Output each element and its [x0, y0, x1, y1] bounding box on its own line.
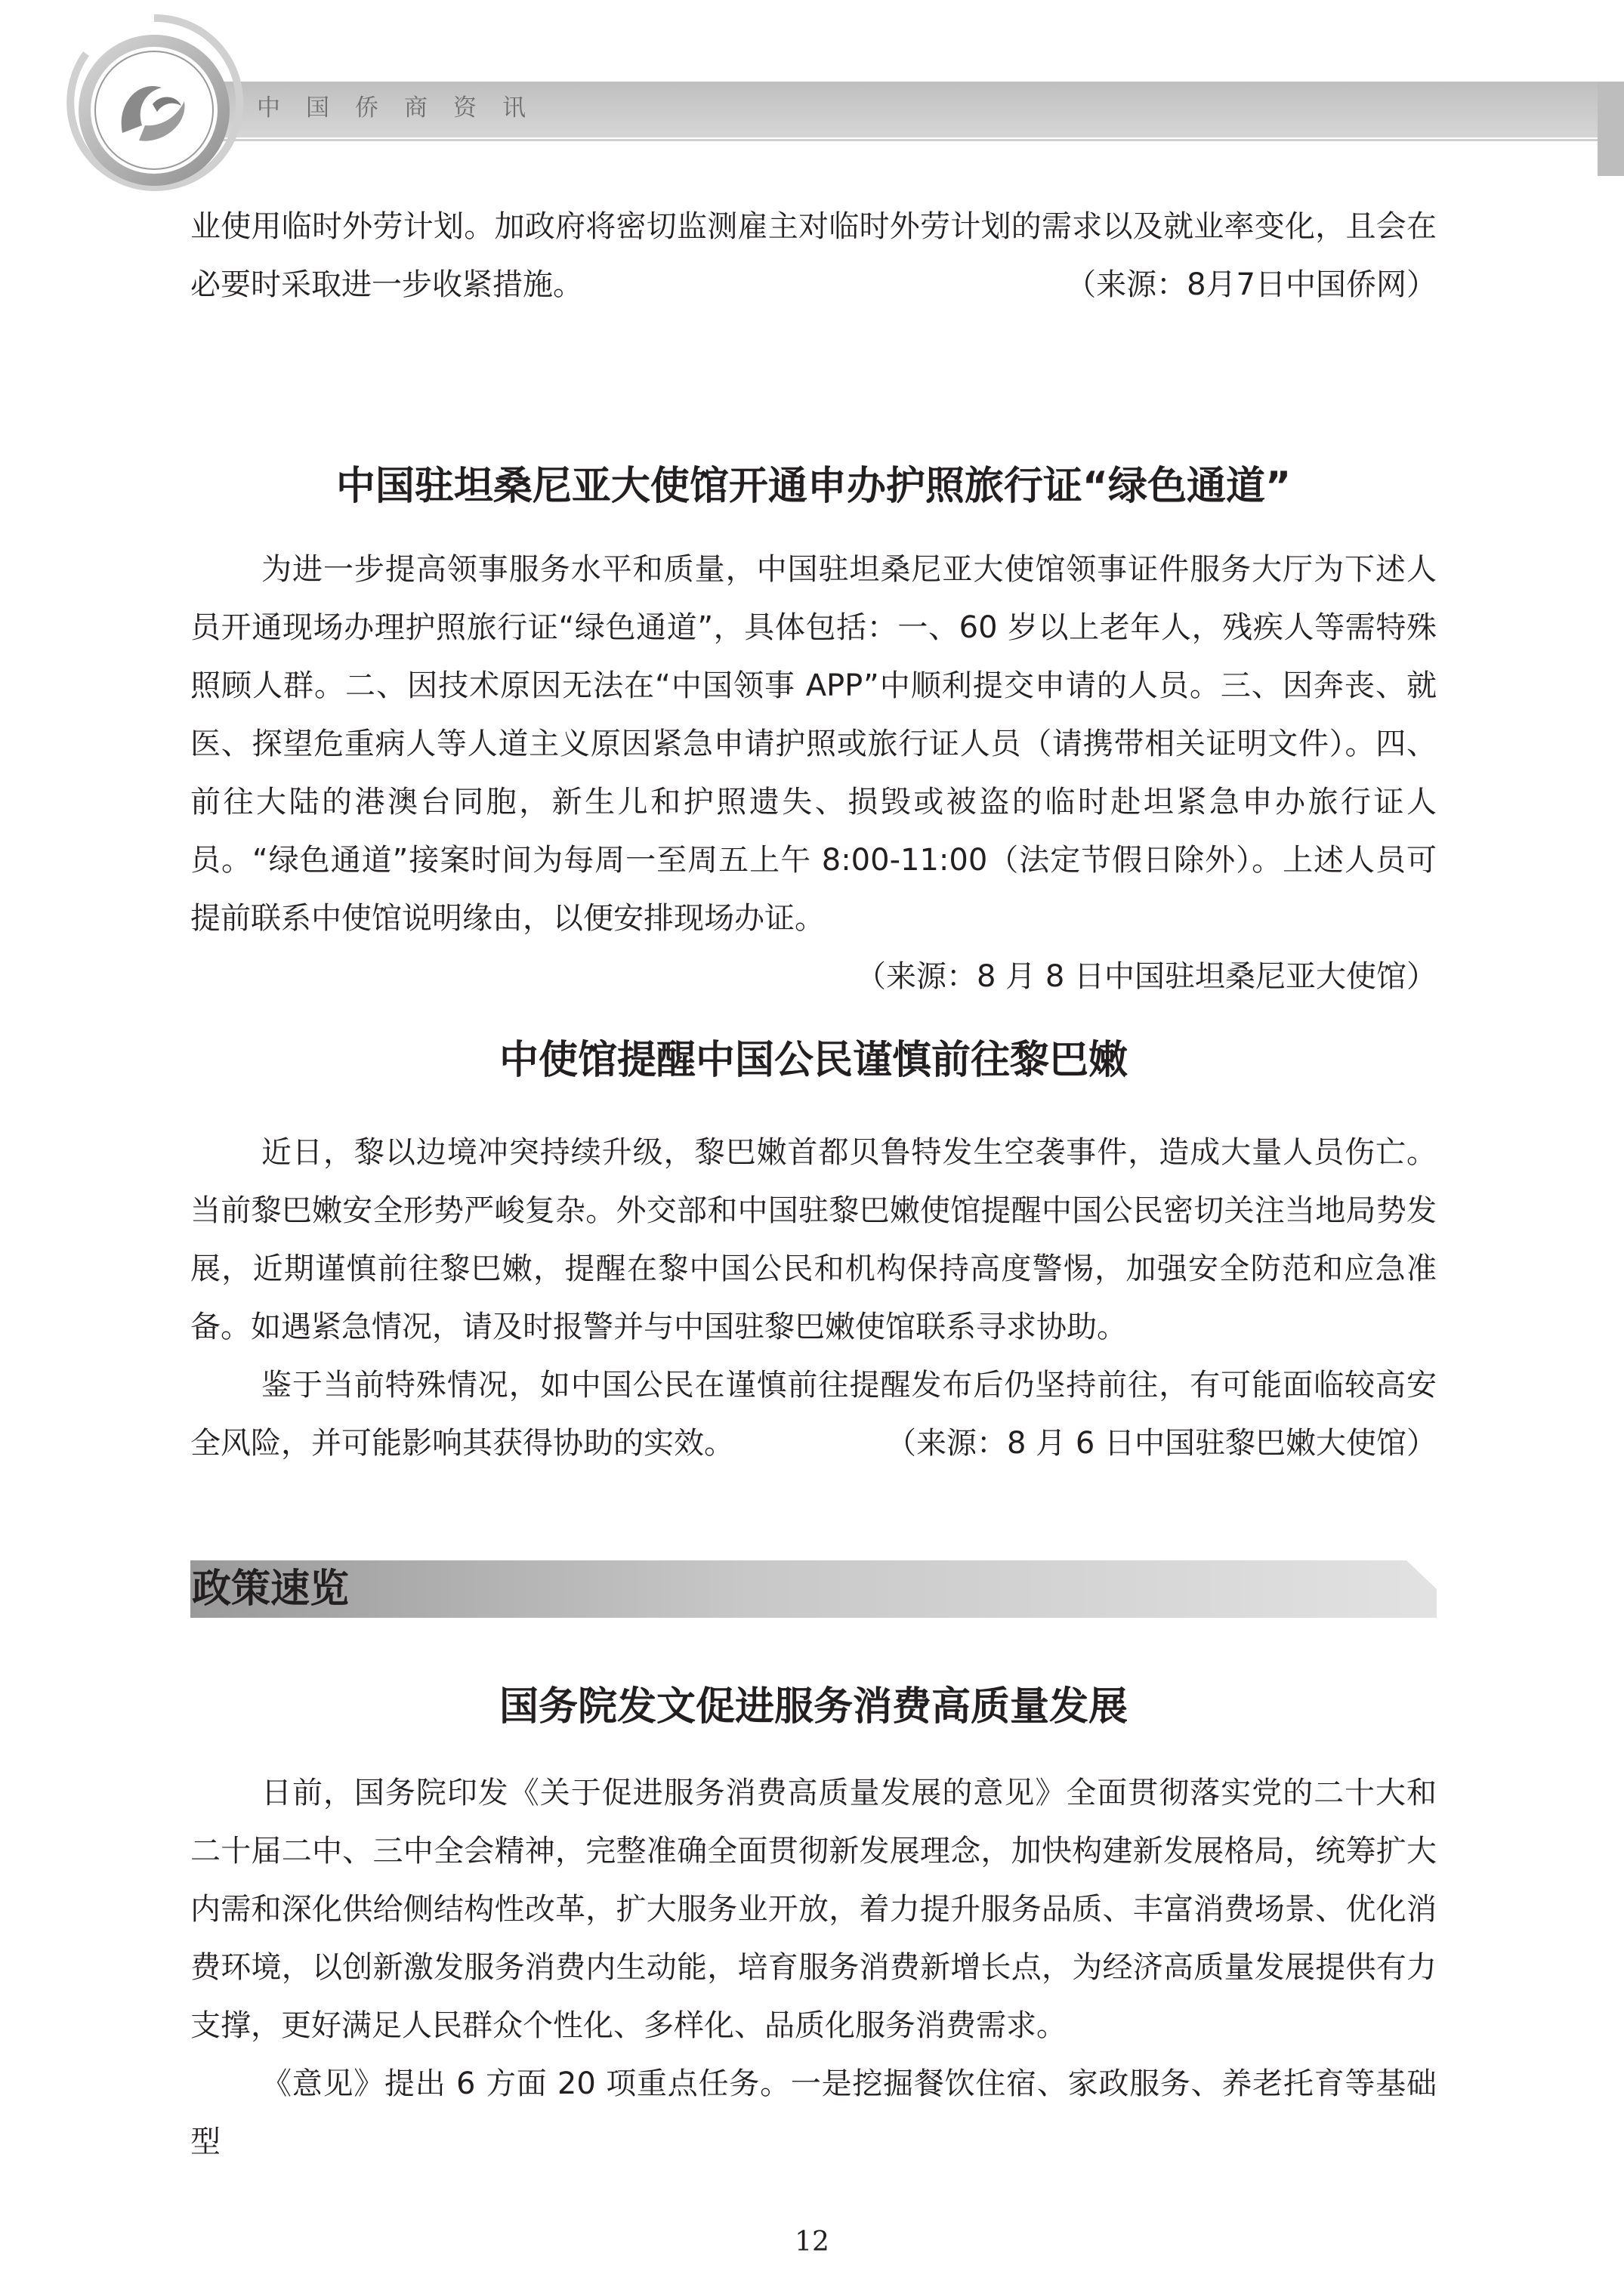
tanzania-text: 为进一步提高领事服务水平和质量，中国驻坦桑尼亚大使馆领事证件服务大厅为下述人员开通现场办理护照旅行证“绿色通道”，具体包括：一、60 岁以上老年人，残疾人等需特殊照顾人群。二、因技术原因无法在“中国领事 APP”中顺利提交申请的人员。三、因奔丧、就医、探望危重病人等人道主义原因紧急申请护照或旅行证人员（请携带相关证明文件）。四、前往大陆的港澳台同胞，新生儿和护照遗失、损毁或被盗的临时赴坦紧急申办旅行证人员。“绿色通道”接案时间为每周一至周五上午 8:00-11:00（法定节假日除外）。上述人员可提前联系中使馆说明缘由，以便安排现场办证。: [190, 552, 1437, 936]
header-underline: [178, 139, 1598, 141]
header-bar-tail: [1598, 82, 1624, 176]
article-paragraph-tanzania: [190, 541, 1437, 1006]
article-paragraph-lebanon-1: 近日，黎以边境冲突持续升级，黎巴嫩首都贝鲁特发生空袭事件，造成大量人员伤亡。当前黎巴嫩安全形势严峻复杂。外交部和中国驻黎巴嫩使馆提醒中国公民密切关注当地局势发展，近期谨慎前往黎巴嫩，提醒在黎中国公民和机构保持高度警惕，加强安全防范和应急准备。如遇紧急情况，请及时报警并与中国驻黎巴嫩使馆联系寻求协助。: [190, 1135, 1437, 1344]
intro-paragraph: [190, 198, 1437, 314]
lebanon-source: （来源：8 月 6 日中国驻黎巴嫩大使馆）: [885, 1426, 1437, 1461]
page-number: 12: [795, 2227, 829, 2258]
section-title: 政策速览: [192, 1566, 350, 1612]
article-paragraph-service-2: 《意见》提出 6 方面 20 项重点任务。一是挖掘餐饮住宿、家政服务、养老托育等基础型: [190, 2066, 1437, 2159]
article-title-lebanon: 中使馆提醒中国公民谨慎前往黎巴嫩: [499, 1038, 1128, 1083]
page-header: [0, 0, 1624, 189]
lebanon-text-2: 鉴于当前特殊情况，如中国公民在谨慎前往提醒发布后仍坚持前往，有可能面临较高安全风险，并可能影响其获得协助的实效。: [190, 1368, 1437, 1461]
tanzania-source: （来源：8 月 8 日中国驻坦桑尼亚大使馆）: [855, 959, 1437, 994]
association-logo-icon: [63, 12, 245, 193]
section-bar-background: [190, 1560, 1437, 1618]
article-title-service-consumption: 国务院发文促进服务消费高质量发展: [499, 1684, 1128, 1730]
intro-source: （来源：8月7日中国侨网）: [1066, 267, 1437, 302]
intro-text: 业使用临时外劳计划。加政府将密切监测雇主对临时外劳计划的需求以及就业率变化，且会在必要时采取进一步收紧措施。: [190, 209, 1437, 302]
article-paragraph-lebanon-2: [190, 1356, 1437, 1473]
header-title: 中国侨商资讯: [257, 94, 551, 122]
article-title-tanzania: 中国驻坦桑尼亚大使馆开通申办护照旅行证“绿色通道”: [335, 464, 1292, 509]
section-bar: [190, 1560, 1437, 1618]
article-paragraph-service-1: 日前，国务院印发《关于促进服务消费高质量发展的意见》全面贯彻落实党的二十大和二十届二中、三中全会精神，完整准确全面贯彻新发展理念，加快构建新发展格局，统筹扩大内需和深化供给侧结构性改革，扩大服务业开放，着力提升服务品质、丰富消费场景、优化消费环境，以创新激发服务消费内生动能，培育服务消费新增长点，为经济高质量发展提供有力支撑，更好满足人民群众个性化、多样化、品质化服务消费需求。: [190, 1776, 1437, 2043]
